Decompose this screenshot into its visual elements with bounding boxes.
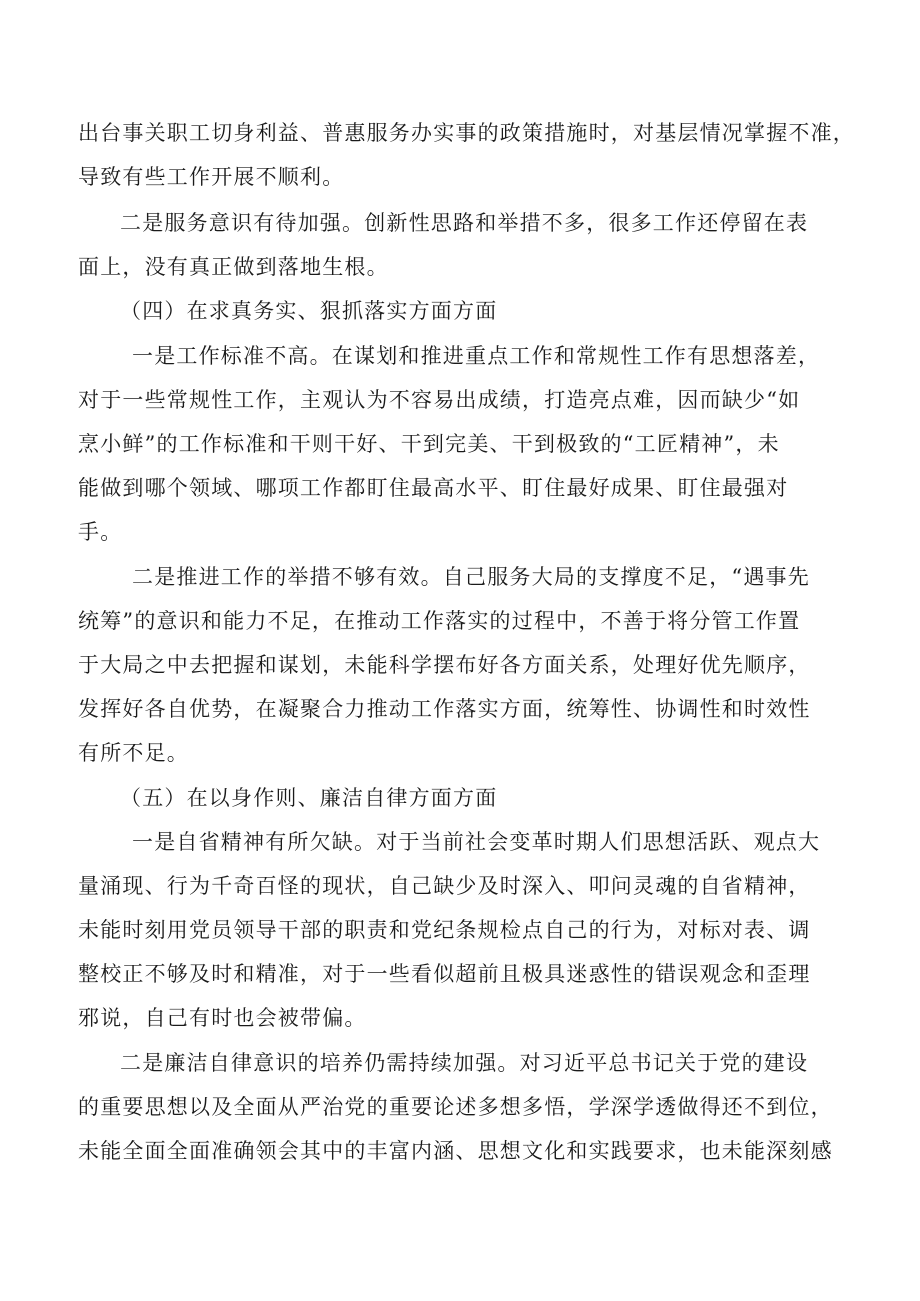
text-line: 二是推进工作的举措不够有效。自己服务大局的支撑度不足，“遇事先 [132,565,810,589]
text-line: 未能时刻用党员领导干部的职责和党纪条规检点自己的行为，对标对表、调 [78,918,811,942]
text-line: 能做到哪个领域、哪项工作都盯住最高水平、盯住最好成果、盯住最强对 [78,476,789,500]
text-line: 于大局之中去把握和谋划，未能科学摆布好各方面关系，处理好优先顺序， [78,653,811,677]
text-line: 一是工作标准不高。在谋划和推进重点工作和常规性工作有思想落差， [132,344,821,368]
text-line: 手。 [78,520,123,544]
text-line: 对于一些常规性工作，主观认为不容易出成绩，打造亮点难，因而缺少“如 [78,388,801,412]
text-line: 出台事关职工切身利益、普惠服务办实事的政策措施时，对基层情况掌握不准， [78,121,855,145]
section-heading: （四）在求真务实、狠抓落实方面方面 [120,299,498,323]
text-line: 未能全面全面准确领会其中的丰富内涵、思想文化和实践要求，也未能深刻感 [78,1139,833,1163]
text-line: 一是自省精神有所欠缺。对于当前社会变革时期人们思想活跃、观点大 [132,830,821,854]
text-line: 导致有些工作开展不顺利。 [78,165,345,189]
text-line: 邪说，自己有时也会被带偏。 [78,1006,367,1030]
text-line: 面上，没有真正做到落地生根。 [78,255,389,279]
text-line: 整校正不够及时和精准，对于一些看似超前且极具迷惑性的错误观念和歪理 [78,962,811,986]
text-line: 有所不足。 [78,741,189,765]
text-line: 量涌现、行为千奇百怪的现状，自己缺少及时深入、叩问灵魂的自省精神， [78,874,811,898]
text-line: 统筹”的意识和能力不足，在推动工作落实的过程中，不善于将分管工作置 [78,609,801,633]
text-line: 的重要思想以及全面从严治党的重要论述多想多悟，学深学透做得还不到位， [78,1095,833,1119]
section-heading: （五）在以身作则、廉洁自律方面方面 [120,786,498,810]
text-line: 烹小鲜”的工作标准和干则干好、干到完美、干到极致的“工匠精神”，未 [78,432,780,456]
text-line: 二是服务意识有待加强。创新性思路和举措不多，很多工作还停留在表 [120,211,809,235]
text-line: 二是廉洁自律意识的培养仍需持续加强。对习近平总书记关于党的建设 [120,1051,809,1075]
text-line: 发挥好各自优势，在凝聚合力推动工作落实方面，统筹性、协调性和时效性 [78,697,811,721]
